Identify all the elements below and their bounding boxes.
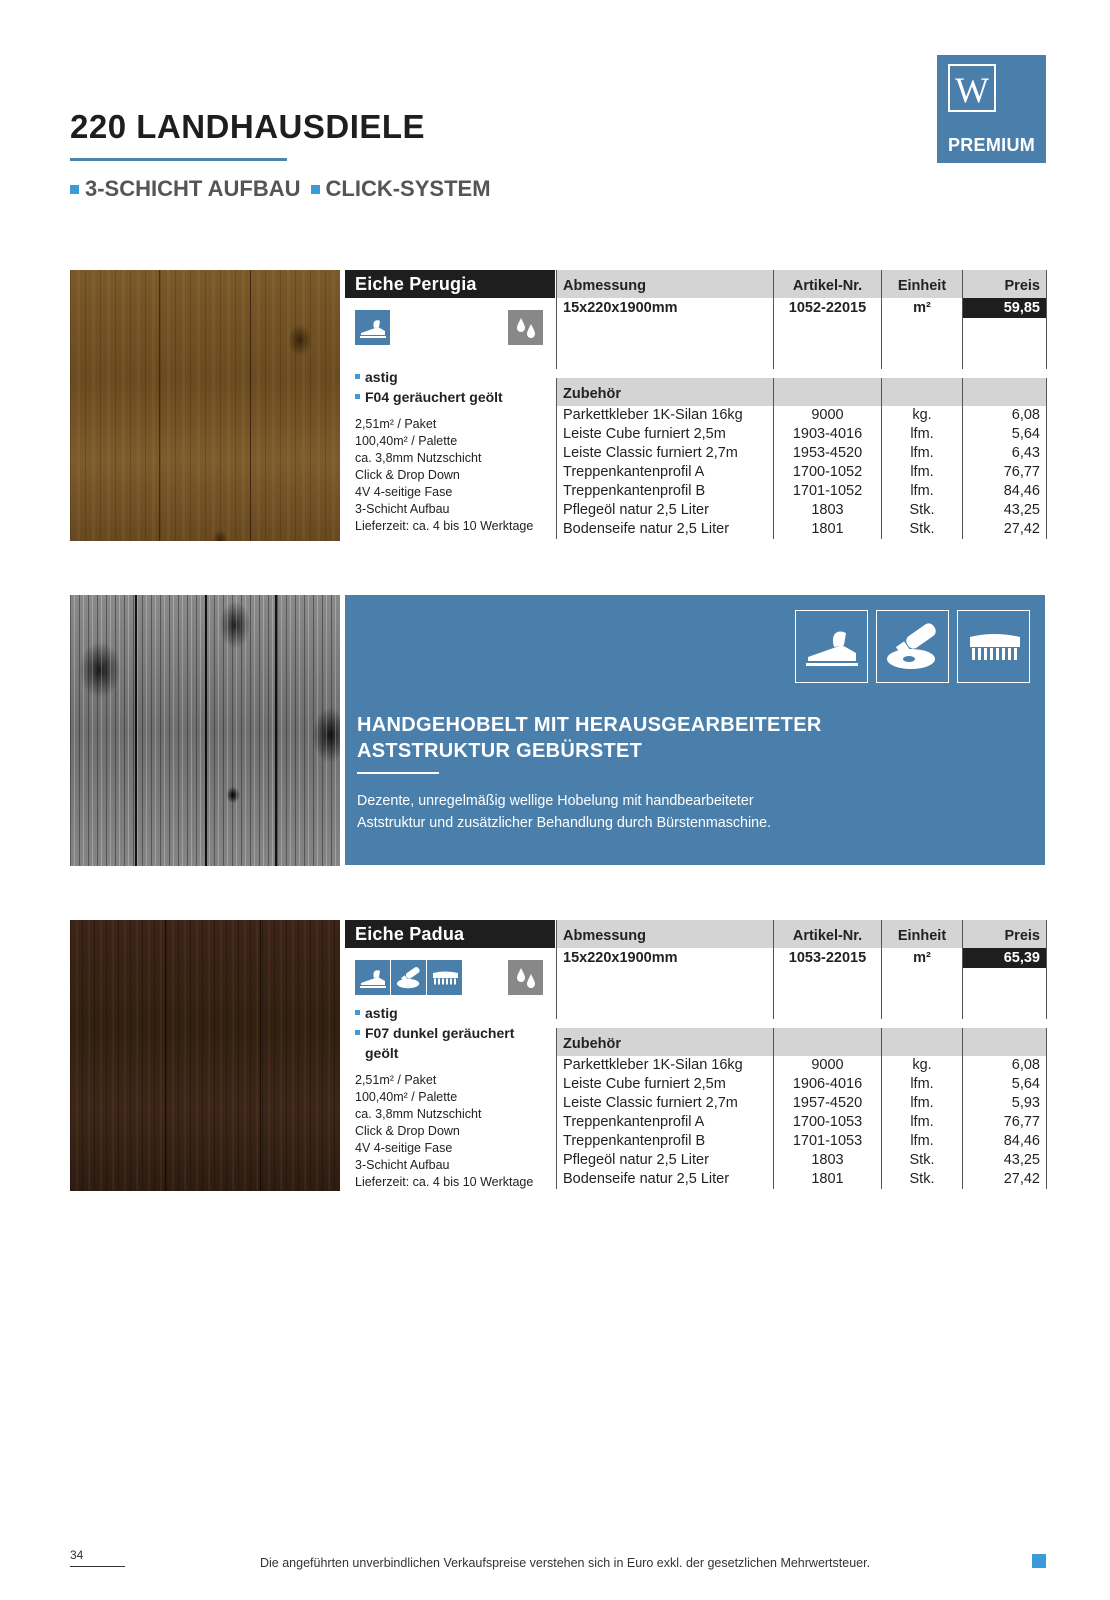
price-badge: 65,39 bbox=[963, 948, 1047, 968]
col-header-unit: Einheit bbox=[882, 920, 963, 948]
col-header-unit: Einheit bbox=[882, 270, 963, 298]
price-table-perugia bbox=[556, 270, 1047, 539]
accessories-header: Zubehör bbox=[557, 378, 774, 406]
feature-heading-rule bbox=[357, 772, 439, 774]
subtitle bbox=[70, 176, 491, 202]
table-row: Leiste Classic furniert 2,7m 1953-4520 lfm. 6,43 bbox=[557, 444, 1047, 463]
table-row: Bodenseife natur 2,5 Liter 1801 Stk. 27,42 bbox=[557, 1170, 1047, 1189]
product-info-padua bbox=[345, 920, 555, 1191]
table-row: Leiste Cube furniert 2,5m 1906-4016 lfm. 5,64 bbox=[557, 1075, 1047, 1094]
spec-line: Click & Drop Down bbox=[355, 468, 460, 482]
hand-plane-icon bbox=[355, 960, 390, 995]
feature-item: astig bbox=[355, 367, 555, 387]
table-row: Treppenkantenprofil A 1700-1052 lfm. 76,77 bbox=[557, 463, 1047, 482]
col-header-price: Preis bbox=[963, 270, 1047, 298]
col-header-article: Artikel-Nr. bbox=[774, 270, 882, 298]
product-photo-eiche-padua bbox=[70, 920, 340, 1191]
feature-heading: HANDGEHOBELT MIT HERAUSGEARBEITETER ASTSTRUKTUR GEBÜRSTET bbox=[357, 714, 822, 762]
table-row: Bodenseife natur 2,5 Liter 1801 Stk. 27,42 bbox=[557, 520, 1047, 539]
knot-filler-icon bbox=[876, 610, 949, 683]
table-row: Treppenkantenprofil A 1700-1053 lfm. 76,77 bbox=[557, 1113, 1047, 1132]
spec-line: 2,51m² / Paket bbox=[355, 417, 437, 431]
col-header-dimension: Abmessung bbox=[557, 920, 774, 948]
accessories-header: Zubehör bbox=[557, 1028, 774, 1056]
feature-description: Dezente, unregelmäßig wellige Hobelung mit handbearbeiteter Aststruktur und zusätzlicher Behandlung durch Bürstenmaschine. bbox=[357, 793, 772, 831]
spec-list bbox=[345, 1072, 555, 1191]
table-row: Pflegeöl natur 2,5 Liter 1803 Stk. 43,25 bbox=[557, 1151, 1047, 1170]
feature-item: F07 dunkel geräuchert geölt bbox=[355, 1023, 555, 1063]
feature-panel bbox=[345, 595, 1045, 865]
product-photo-eiche-perugia bbox=[70, 270, 340, 541]
spec-line: Click & Drop Down bbox=[355, 1124, 460, 1138]
spec-line: 100,40m² / Palette bbox=[355, 434, 458, 448]
title-underline bbox=[70, 158, 287, 161]
col-header-dimension: Abmessung bbox=[557, 270, 774, 298]
page-number: 34 bbox=[70, 1548, 84, 1562]
brush-icon bbox=[957, 610, 1030, 683]
texture-photo-handplaned bbox=[70, 595, 340, 866]
table-row: 15x220x1900mm 1052-22015 m² 59,85 bbox=[557, 298, 1047, 318]
spec-line: 2,51m² / Paket bbox=[355, 1073, 437, 1087]
knot-filler-icon bbox=[391, 960, 426, 995]
footer-note: Die angeführten unverbindlichen Verkaufspreise verstehen sich in Euro exkl. der gesetzlichen Mehrwertsteuer. bbox=[260, 1556, 871, 1570]
logo-brand-label: PREMIUM bbox=[947, 135, 1036, 155]
price-badge: 59,85 bbox=[963, 298, 1047, 318]
table-row: 15x220x1900mm 1053-22015 m² 65,39 bbox=[557, 948, 1047, 968]
table-row: Leiste Classic furniert 2,7m 1957-4520 lfm. 5,93 bbox=[557, 1094, 1047, 1113]
hand-plane-icon bbox=[795, 610, 868, 683]
subtitle-item: 3-SCHICHT AUFBAU bbox=[85, 176, 301, 201]
table-row: Treppenkantenprofil B 1701-1052 lfm. 84,46 bbox=[557, 482, 1047, 501]
product-name: Eiche Padua bbox=[345, 920, 555, 948]
table-row: Treppenkantenprofil B 1701-1053 lfm. 84,46 bbox=[557, 1132, 1047, 1151]
spec-line: 3-Schicht Aufbau bbox=[355, 502, 450, 516]
spec-line: 3-Schicht Aufbau bbox=[355, 1158, 450, 1172]
col-header-article: Artikel-Nr. bbox=[774, 920, 882, 948]
spec-line: ca. 3,8mm Nutzschicht bbox=[355, 1107, 482, 1121]
footer-square-icon bbox=[1032, 1554, 1046, 1568]
spec-line: 100,40m² / Palette bbox=[355, 1090, 458, 1104]
spec-line: 4V 4-seitige Fase bbox=[355, 485, 453, 499]
table-row: Parkettkleber 1K-Silan 16kg 9000 kg. 6,08 bbox=[557, 406, 1047, 425]
table-row: Parkettkleber 1K-Silan 16kg 9000 kg. 6,08 bbox=[557, 1056, 1047, 1075]
spec-line: ca. 3,8mm Nutzschicht bbox=[355, 451, 482, 465]
page-title: 220 LANDHAUSDIELE bbox=[70, 108, 426, 145]
page-number-rule bbox=[70, 1566, 125, 1567]
price-table-padua bbox=[556, 920, 1047, 1189]
hand-plane-icon bbox=[355, 310, 390, 345]
brand-logo bbox=[937, 55, 1046, 163]
product-name: Eiche Perugia bbox=[345, 270, 555, 298]
feature-item: astig bbox=[355, 1003, 555, 1023]
spec-line: Lieferzeit: ca. 4 bis 10 Werktage bbox=[355, 519, 534, 533]
spec-line: Lieferzeit: ca. 4 bis 10 Werktage bbox=[355, 1175, 534, 1189]
product-info-perugia bbox=[345, 270, 555, 535]
subtitle-item: CLICK-SYSTEM bbox=[325, 176, 491, 201]
bullet-square-icon bbox=[70, 185, 79, 194]
w-logo-icon: W bbox=[948, 64, 996, 112]
water-drops-icon bbox=[508, 310, 543, 345]
col-header-price: Preis bbox=[963, 920, 1047, 948]
table-row: Pflegeöl natur 2,5 Liter 1803 Stk. 43,25 bbox=[557, 501, 1047, 520]
feature-item: F04 geräuchert geölt bbox=[355, 387, 555, 407]
spec-line: 4V 4-seitige Fase bbox=[355, 1141, 453, 1155]
water-drops-icon bbox=[508, 960, 543, 995]
brush-icon bbox=[427, 960, 462, 995]
table-row: Leiste Cube furniert 2,5m 1903-4016 lfm. 5,64 bbox=[557, 425, 1047, 444]
bullet-square-icon bbox=[311, 185, 320, 194]
spec-list bbox=[345, 416, 555, 535]
